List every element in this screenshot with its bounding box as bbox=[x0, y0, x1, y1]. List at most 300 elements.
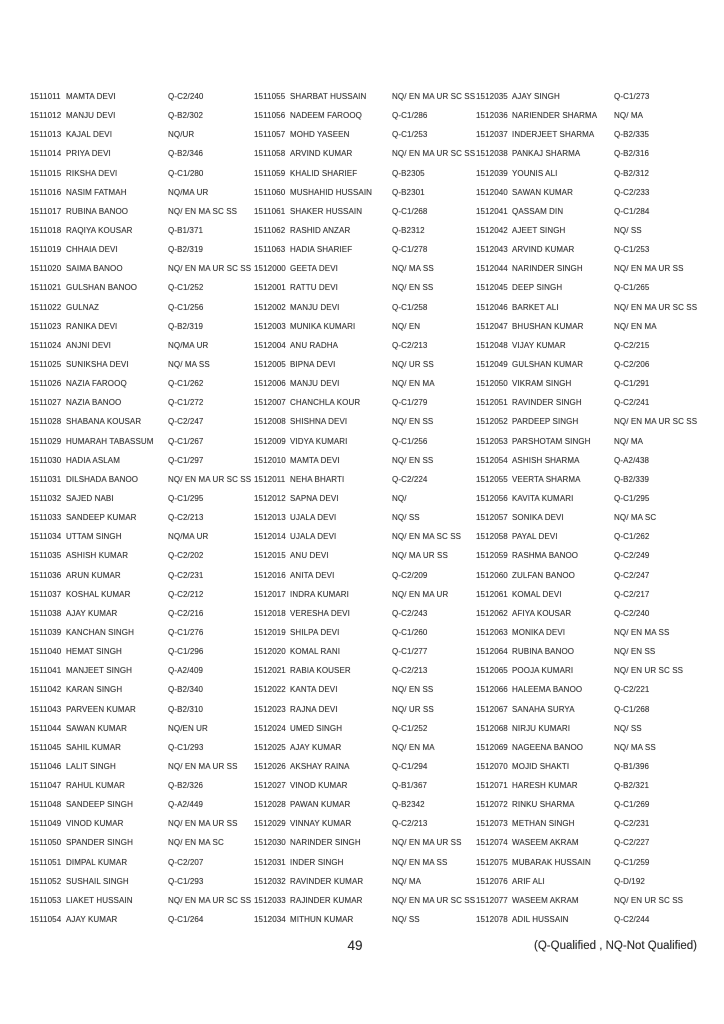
result-row bbox=[254, 398, 470, 417]
roll-number: 1511037 bbox=[30, 589, 62, 599]
candidate-name: PARDEEP SINGH bbox=[512, 417, 579, 427]
result-code: NQ/ SS bbox=[392, 915, 420, 925]
roll-number: 1511044 bbox=[30, 723, 62, 733]
result-code: NQ/ EN SS bbox=[392, 283, 434, 293]
candidate-name: VIKRAM SINGH bbox=[512, 379, 572, 389]
qualification-legend: (Q-Qualified , NQ-Not Qualified) bbox=[534, 940, 697, 952]
result-row bbox=[476, 226, 692, 245]
candidate-name: KHALID SHARIEF bbox=[290, 168, 358, 178]
roll-number: 1512047 bbox=[476, 321, 508, 331]
result-row bbox=[476, 838, 692, 857]
result-code: Q-C1/273 bbox=[614, 92, 650, 101]
roll-number: 1512038 bbox=[476, 149, 508, 159]
result-code: Q-B1/396 bbox=[614, 761, 650, 771]
result-code: Q-C2/231 bbox=[168, 570, 204, 580]
roll-number: 1512075 bbox=[476, 857, 508, 867]
candidate-name: BARKET ALI bbox=[512, 302, 559, 312]
results-column-2 bbox=[254, 92, 476, 934]
result-row bbox=[30, 360, 246, 379]
candidate-name: HADIA SHARIEF bbox=[290, 245, 353, 255]
result-row bbox=[254, 705, 470, 724]
result-row bbox=[476, 169, 692, 188]
candidate-name: KOSHAL KUMAR bbox=[66, 589, 131, 599]
roll-number: 1511039 bbox=[30, 627, 62, 637]
roll-number: 1511038 bbox=[30, 608, 62, 618]
result-code: Q-C1/268 bbox=[392, 206, 428, 216]
candidate-name: AKSHAY RAINA bbox=[290, 761, 350, 771]
result-code: Q-A2/409 bbox=[168, 666, 204, 676]
roll-number: 1512036 bbox=[476, 111, 508, 121]
roll-number: 1511018 bbox=[30, 225, 62, 235]
result-code: Q-C2/213 bbox=[392, 340, 428, 350]
result-row bbox=[476, 685, 692, 704]
result-code: Q-C2/240 bbox=[614, 608, 650, 618]
roll-number: 1512065 bbox=[476, 666, 508, 676]
result-code: Q-C1/293 bbox=[168, 876, 204, 886]
result-code: Q-C1/267 bbox=[168, 436, 204, 446]
result-code: Q-C1/256 bbox=[168, 302, 204, 312]
result-row bbox=[30, 666, 246, 685]
result-code: NQ/ EN MA UR SC SS bbox=[392, 895, 476, 905]
roll-number: 1512044 bbox=[476, 264, 508, 274]
result-code: NQ/ EN MA UR SS bbox=[168, 819, 238, 829]
result-code: NQ/ EN SS bbox=[392, 455, 434, 465]
result-code: Q-C1/262 bbox=[168, 379, 204, 389]
candidate-name: ARVIND KUMAR bbox=[290, 149, 353, 159]
roll-number: 1511029 bbox=[30, 436, 62, 446]
result-code: Q-B2/312 bbox=[614, 168, 650, 178]
candidate-name: PARVEEN KUMAR bbox=[66, 704, 136, 714]
result-code: Q-C1/294 bbox=[392, 761, 428, 771]
result-code: NQ/ EN SS bbox=[392, 417, 434, 427]
result-row bbox=[476, 609, 692, 628]
result-row bbox=[30, 609, 246, 628]
result-row bbox=[476, 705, 692, 724]
result-code: Q-B2305 bbox=[392, 168, 425, 178]
roll-number: 1512054 bbox=[476, 455, 508, 465]
roll-number: 1512052 bbox=[476, 417, 508, 427]
roll-number: 1512074 bbox=[476, 838, 508, 848]
result-code: NQ/ EN SS bbox=[614, 647, 656, 657]
result-code: Q-B2/346 bbox=[168, 149, 204, 159]
candidate-name: MUNIKA KUMARI bbox=[290, 321, 356, 331]
candidate-name: RAVINDER KUMAR bbox=[290, 876, 364, 886]
roll-number: 1511023 bbox=[30, 321, 62, 331]
result-code: Q-C2/206 bbox=[614, 359, 650, 369]
result-row bbox=[254, 283, 470, 302]
result-code: Q-B2301 bbox=[392, 187, 425, 197]
result-code: Q-B2/340 bbox=[168, 685, 204, 695]
result-row bbox=[476, 341, 692, 360]
candidate-name: UJALA DEVI bbox=[290, 532, 337, 542]
result-code: NQ/EN UR bbox=[168, 723, 208, 733]
roll-number: 1512003 bbox=[254, 321, 286, 331]
result-code: NQ/ EN MA UR SC SS bbox=[168, 264, 252, 274]
result-code: Q-C1/264 bbox=[168, 915, 204, 925]
roll-number: 1511059 bbox=[254, 168, 286, 178]
result-code: NQ/ EN MA UR SC SS bbox=[168, 895, 252, 905]
candidate-name: SAIMA BANOO bbox=[66, 264, 123, 274]
result-code: NQ/ EN MA SC bbox=[168, 838, 224, 848]
result-row bbox=[30, 513, 246, 532]
candidate-name: SUSHAIL SINGH bbox=[66, 876, 129, 886]
result-row bbox=[254, 532, 470, 551]
result-row bbox=[30, 705, 246, 724]
roll-number: 1512055 bbox=[476, 474, 508, 484]
result-row bbox=[30, 838, 246, 857]
roll-number: 1512014 bbox=[254, 532, 286, 542]
result-row bbox=[476, 322, 692, 341]
roll-number: 1512050 bbox=[476, 379, 508, 389]
result-row bbox=[254, 456, 470, 475]
roll-number: 1511027 bbox=[30, 398, 62, 408]
result-code: Q-C1/252 bbox=[168, 283, 204, 293]
result-code: Q-C1/284 bbox=[614, 206, 650, 216]
result-code: NQ/ EN UR SC SS bbox=[614, 895, 684, 905]
result-code: NQ/ EN bbox=[392, 321, 421, 331]
roll-number: 1512018 bbox=[254, 608, 286, 618]
candidate-name: GEETA DEVI bbox=[290, 264, 338, 274]
result-row bbox=[30, 571, 246, 590]
result-code: NQ/ MA bbox=[614, 111, 644, 121]
roll-number: 1512053 bbox=[476, 436, 508, 446]
result-code: Q-C2/247 bbox=[168, 417, 204, 427]
result-row bbox=[30, 130, 246, 149]
result-row bbox=[476, 858, 692, 877]
roll-number: 1511034 bbox=[30, 532, 62, 542]
candidate-name: INDRA KUMARI bbox=[290, 589, 349, 599]
result-row bbox=[254, 628, 470, 647]
candidate-name: RAVINDER SINGH bbox=[512, 398, 582, 408]
result-row bbox=[476, 245, 692, 264]
candidate-name: HADIA ASLAM bbox=[66, 455, 121, 465]
result-row bbox=[30, 379, 246, 398]
result-code: Q-B2/339 bbox=[614, 474, 650, 484]
result-row bbox=[30, 398, 246, 417]
candidate-name: METHAN SINGH bbox=[512, 819, 575, 829]
candidate-name: PRIYA DEVI bbox=[66, 149, 111, 159]
result-row bbox=[476, 302, 698, 322]
result-row bbox=[254, 762, 470, 781]
roll-number: 1512077 bbox=[476, 895, 508, 905]
result-row bbox=[254, 685, 470, 704]
result-code: NQ/ UR SS bbox=[392, 359, 434, 369]
candidate-name: YOUNIS ALI bbox=[512, 168, 558, 178]
candidate-name: AFIYA KOUSAR bbox=[512, 608, 572, 618]
roll-number: 1511022 bbox=[30, 302, 62, 312]
roll-number: 1511013 bbox=[30, 130, 62, 140]
result-row bbox=[254, 111, 470, 130]
candidate-name: VIJAY KUMAR bbox=[512, 340, 566, 350]
result-code: Q-C1/256 bbox=[392, 436, 428, 446]
candidate-name: MANJU DEVI bbox=[66, 111, 116, 121]
candidate-name: ARIF ALI bbox=[512, 876, 545, 886]
candidate-name: KAVITA KUMARI bbox=[512, 493, 574, 503]
candidate-name: NASIM FATMAH bbox=[66, 187, 127, 197]
result-code: Q-B2/326 bbox=[168, 781, 204, 791]
candidate-name: CHHAIA DEVI bbox=[66, 245, 118, 255]
roll-number: 1512032 bbox=[254, 876, 286, 886]
roll-number: 1511033 bbox=[30, 513, 62, 523]
result-code: NQ/ SS bbox=[614, 225, 642, 235]
result-code: Q-C1/276 bbox=[168, 627, 204, 637]
roll-number: 1512039 bbox=[476, 168, 508, 178]
roll-number: 1512066 bbox=[476, 685, 508, 695]
result-code: NQ/ MA SS bbox=[168, 359, 210, 369]
roll-number: 1512046 bbox=[476, 302, 508, 312]
candidate-name: VEERTA SHARMA bbox=[512, 474, 581, 484]
result-row bbox=[254, 513, 470, 532]
candidate-name: UJALA DEVI bbox=[290, 513, 337, 523]
candidate-name: NARIENDER SHARMA bbox=[512, 111, 598, 121]
result-code: Q-C2/243 bbox=[392, 608, 428, 618]
result-code: Q-B1/371 bbox=[168, 225, 204, 235]
result-row bbox=[476, 800, 692, 819]
roll-number: 1512063 bbox=[476, 627, 508, 637]
roll-number: 1512073 bbox=[476, 819, 508, 829]
roll-number: 1512021 bbox=[254, 666, 286, 676]
result-code: Q-A2/438 bbox=[614, 455, 650, 465]
result-code: Q-C1/297 bbox=[168, 455, 204, 465]
result-row bbox=[476, 666, 692, 685]
result-row bbox=[30, 437, 246, 456]
result-row bbox=[476, 264, 692, 283]
result-row bbox=[30, 341, 246, 360]
result-code: NQ/ EN MA bbox=[392, 379, 435, 389]
result-code: Q-B2/302 bbox=[168, 111, 204, 121]
result-row bbox=[476, 130, 692, 149]
result-row bbox=[476, 590, 692, 609]
roll-number: 1511051 bbox=[30, 857, 62, 867]
result-code: Q-C1/265 bbox=[614, 283, 650, 293]
candidate-name: MOJID SHAKTI bbox=[512, 761, 570, 771]
roll-number: 1511054 bbox=[30, 915, 62, 925]
roll-number: 1511021 bbox=[30, 283, 62, 293]
result-row bbox=[30, 226, 246, 245]
roll-number: 1512062 bbox=[476, 608, 508, 618]
result-row bbox=[254, 551, 470, 570]
result-code: Q-C1/262 bbox=[614, 532, 650, 542]
result-row bbox=[254, 149, 476, 168]
candidate-name: RUBINA BANOO bbox=[512, 647, 575, 657]
result-row bbox=[476, 111, 692, 130]
roll-number: 1511053 bbox=[30, 895, 62, 905]
candidate-name: SONIKA DEVI bbox=[512, 513, 564, 523]
candidate-name: RAJNA DEVI bbox=[290, 704, 338, 714]
result-row bbox=[30, 532, 246, 551]
candidate-name: ZULFAN BANOO bbox=[512, 570, 575, 580]
roll-number: 1511025 bbox=[30, 359, 62, 369]
candidate-name: HARESH KUMAR bbox=[512, 781, 578, 791]
result-row bbox=[30, 245, 246, 264]
result-code: Q-C2/213 bbox=[392, 666, 428, 676]
candidate-name: SUNIKSHA DEVI bbox=[66, 359, 129, 369]
result-code: NQ/MA UR bbox=[168, 187, 209, 197]
candidate-name: BIPNA DEVI bbox=[290, 359, 336, 369]
roll-number: 1512068 bbox=[476, 723, 508, 733]
roll-number: 1512072 bbox=[476, 800, 508, 810]
candidate-name: GULSHAN KUMAR bbox=[512, 359, 584, 369]
result-code: Q-C2/231 bbox=[614, 819, 650, 829]
result-row bbox=[254, 781, 470, 800]
roll-number: 1511011 bbox=[30, 92, 61, 101]
result-code: Q-B2/310 bbox=[168, 704, 204, 714]
result-row bbox=[476, 475, 692, 494]
result-row bbox=[476, 494, 692, 513]
result-row bbox=[476, 571, 692, 590]
result-row bbox=[254, 207, 470, 226]
roll-number: 1511046 bbox=[30, 761, 62, 771]
roll-number: 1511024 bbox=[30, 340, 62, 350]
result-row bbox=[30, 207, 246, 226]
result-row bbox=[476, 379, 692, 398]
roll-number: 1512040 bbox=[476, 187, 508, 197]
roll-number: 1511028 bbox=[30, 417, 62, 427]
candidate-name: RINKU SHARMA bbox=[512, 800, 575, 810]
roll-number: 1511061 bbox=[254, 206, 286, 216]
candidate-name: AJEET SINGH bbox=[512, 225, 566, 235]
result-code: NQ/ EN UR SC SS bbox=[614, 666, 684, 676]
result-code: NQ/ EN MA UR SC SS bbox=[392, 92, 476, 101]
result-code: Q-C1/253 bbox=[392, 130, 428, 140]
result-row bbox=[476, 781, 692, 800]
result-row bbox=[30, 877, 246, 896]
roll-number: 1512008 bbox=[254, 417, 286, 427]
result-code: NQ/ EN MA UR SS bbox=[168, 761, 238, 771]
result-row bbox=[30, 590, 246, 609]
result-code: Q-C2/233 bbox=[614, 187, 650, 197]
roll-number: 1512070 bbox=[476, 761, 508, 771]
result-code: Q-C2/213 bbox=[392, 819, 428, 829]
roll-number: 1512029 bbox=[254, 819, 286, 829]
result-row bbox=[254, 92, 476, 111]
roll-number: 1512020 bbox=[254, 647, 286, 657]
roll-number: 1511012 bbox=[30, 111, 62, 121]
candidate-name: KANTA DEVI bbox=[290, 685, 338, 695]
candidate-name: PANKAJ SHARMA bbox=[512, 149, 581, 159]
roll-number: 1512037 bbox=[476, 130, 508, 140]
result-code: Q-C2/209 bbox=[392, 570, 428, 580]
roll-number: 1512007 bbox=[254, 398, 286, 408]
result-code: NQ/UR bbox=[168, 130, 195, 140]
result-row bbox=[30, 781, 246, 800]
result-code: NQ/ SS bbox=[392, 513, 420, 523]
candidate-name: RANIKA DEVI bbox=[66, 321, 118, 331]
roll-number: 1512035 bbox=[476, 92, 508, 101]
roll-number: 1511063 bbox=[254, 245, 286, 255]
roll-number: 1511055 bbox=[254, 92, 286, 101]
result-code: NQ/ MA bbox=[392, 876, 422, 886]
result-row bbox=[476, 283, 692, 302]
roll-number: 1511030 bbox=[30, 455, 62, 465]
roll-number: 1511060 bbox=[254, 187, 286, 197]
candidate-name: MONIKA DEVI bbox=[512, 627, 566, 637]
result-row bbox=[30, 800, 246, 819]
roll-number: 1512002 bbox=[254, 302, 286, 312]
candidate-name: AJAY KUMAR bbox=[66, 915, 118, 925]
roll-number: 1512051 bbox=[476, 398, 508, 408]
result-code: Q-C1/278 bbox=[392, 245, 428, 255]
result-row bbox=[476, 532, 692, 551]
result-row bbox=[254, 437, 470, 456]
roll-number: 1511045 bbox=[30, 742, 62, 752]
result-row bbox=[30, 895, 252, 915]
candidate-name: SANDEEP SINGH bbox=[66, 800, 133, 810]
candidate-name: QASSAM DIN bbox=[512, 206, 564, 216]
candidate-name: NARINDER SINGH bbox=[290, 838, 361, 848]
result-code: Q-C1/293 bbox=[168, 742, 204, 752]
result-row bbox=[30, 915, 246, 934]
result-code: Q-B2/319 bbox=[168, 245, 204, 255]
result-code: NQ/ EN MA UR SS bbox=[614, 264, 684, 274]
result-code: NQ/ UR SS bbox=[392, 704, 434, 714]
result-code: Q-B1/367 bbox=[392, 781, 428, 791]
candidate-name: SAJED NABI bbox=[66, 493, 114, 503]
result-code: Q-C2/217 bbox=[614, 589, 650, 599]
candidate-name: BHUSHAN KUMAR bbox=[512, 321, 584, 331]
candidate-name: VERESHA DEVI bbox=[290, 608, 350, 618]
roll-number: 1512033 bbox=[254, 895, 286, 905]
result-row bbox=[476, 551, 692, 570]
result-row bbox=[254, 226, 470, 245]
candidate-name: SPANDER SINGH bbox=[66, 838, 133, 848]
result-code: NQ/ EN MA SC SS bbox=[392, 532, 462, 542]
roll-number: 1511017 bbox=[30, 206, 62, 216]
roll-number: 1512045 bbox=[476, 283, 508, 293]
result-code: NQ/ EN MA SS bbox=[392, 857, 448, 867]
result-code: NQ/ MA bbox=[614, 436, 644, 446]
result-code: Q-C2/216 bbox=[168, 608, 204, 618]
result-code: NQ/ EN MA UR SC SS bbox=[168, 474, 252, 484]
candidate-name: AJAY SINGH bbox=[512, 92, 560, 101]
result-code: NQ/ MA SS bbox=[614, 742, 656, 752]
roll-number: 1511049 bbox=[30, 819, 62, 829]
candidate-name: SHARBAT HUSSAIN bbox=[290, 92, 367, 101]
result-row bbox=[254, 188, 470, 207]
roll-number: 1511031 bbox=[30, 474, 62, 484]
candidate-name: UMED SINGH bbox=[290, 723, 343, 733]
result-row bbox=[476, 398, 692, 417]
candidate-name: ANJNI DEVI bbox=[66, 340, 112, 350]
result-code: Q-C2/241 bbox=[614, 398, 650, 408]
roll-number: 1512016 bbox=[254, 570, 286, 580]
candidate-name: ARVIND KUMAR bbox=[512, 245, 575, 255]
candidate-name: VINOD KUMAR bbox=[290, 781, 348, 791]
result-row bbox=[476, 877, 692, 896]
result-row bbox=[254, 494, 470, 513]
candidate-name: RIKSHA DEVI bbox=[66, 168, 118, 178]
candidate-name: RATTU DEVI bbox=[290, 283, 338, 293]
candidate-name: CHANCHLA KOUR bbox=[290, 398, 361, 408]
result-code: Q-C2/247 bbox=[614, 570, 650, 580]
roll-number: 1511047 bbox=[30, 781, 62, 791]
result-row bbox=[476, 437, 692, 456]
roll-number: 1512000 bbox=[254, 264, 286, 274]
result-row bbox=[254, 858, 470, 877]
candidate-name: ASHISH KUMAR bbox=[66, 551, 129, 561]
page-number: 49 bbox=[347, 938, 363, 953]
roll-number: 1511014 bbox=[30, 149, 62, 159]
result-row bbox=[476, 456, 692, 475]
candidate-name: ARUN KUMAR bbox=[66, 570, 121, 580]
roll-number: 1511019 bbox=[30, 245, 62, 255]
candidate-name: NAGEENA BANOO bbox=[512, 742, 584, 752]
roll-number: 1511057 bbox=[254, 130, 286, 140]
candidate-name: NEHA BHARTI bbox=[290, 474, 345, 484]
candidate-name: ASHISH SHARMA bbox=[512, 455, 580, 465]
result-row bbox=[254, 800, 470, 819]
candidate-name: KANCHAN SINGH bbox=[66, 627, 134, 637]
